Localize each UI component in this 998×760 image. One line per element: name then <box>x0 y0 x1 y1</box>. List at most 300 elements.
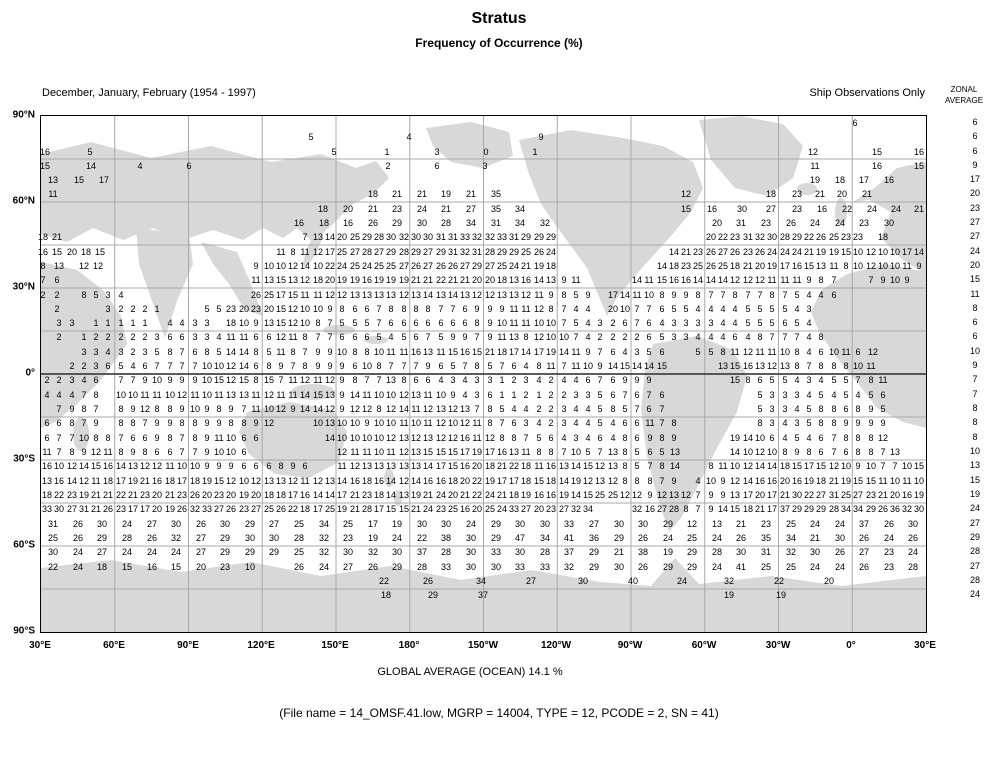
grid-value: 16 <box>422 476 434 486</box>
grid-value: 26 <box>195 519 207 529</box>
grid-value: 11 <box>902 476 912 486</box>
grid-value: 4 <box>806 390 812 400</box>
grid-value: 24 <box>791 247 803 257</box>
grid-value: 17 <box>508 476 520 486</box>
grid-value: 12 <box>459 418 471 428</box>
grid-value: 14 <box>299 261 311 271</box>
grid-value: 12 <box>176 390 188 400</box>
grid-value: 16 <box>545 490 557 500</box>
grid-value: 9 <box>339 375 345 385</box>
grid-value: 6 <box>44 418 50 428</box>
grid-value: 26 <box>410 261 422 271</box>
grid-value: 8 <box>167 347 173 357</box>
grid-value: 16 <box>520 275 532 285</box>
grid-value: 9 <box>425 361 431 371</box>
grid-value: 5 <box>843 390 849 400</box>
grid-value: 3 <box>561 418 567 428</box>
grid-value: 13 <box>324 390 336 400</box>
grid-value: 30 <box>766 232 778 242</box>
grid-value: 21 <box>803 247 815 257</box>
grid-value: 15 <box>170 562 182 572</box>
grid-value: 5 <box>794 318 800 328</box>
grid-value: 11 <box>386 347 396 357</box>
grid-value: 19 <box>471 447 483 457</box>
grid-value: 21 <box>877 490 889 500</box>
grid-value: 10 <box>729 461 741 471</box>
grid-value: 29 <box>471 261 483 271</box>
grid-value: 9 <box>81 447 87 457</box>
grid-value: 3 <box>695 318 701 328</box>
grid-value: 27 <box>459 261 471 271</box>
grid-value: 30 <box>391 547 403 557</box>
grid-value: 8 <box>179 418 185 428</box>
grid-value: 21 <box>680 247 692 257</box>
grid-value: 29 <box>496 247 508 257</box>
grid-value: 26 <box>422 576 434 586</box>
grid-value: 8 <box>315 318 321 328</box>
grid-value: 7 <box>130 375 136 385</box>
grid-value: 20 <box>754 490 766 500</box>
grid-value: 11 <box>810 161 820 171</box>
grid-value: 8 <box>216 404 222 414</box>
grid-value: 10 <box>779 347 791 357</box>
grid-value: 5 <box>93 290 99 300</box>
grid-value: 29 <box>391 562 403 572</box>
grid-value: 24 <box>416 204 428 214</box>
grid-value: 4 <box>708 332 714 342</box>
grid-value: 13 <box>385 375 397 385</box>
longitude-tick-label: 0° <box>846 640 856 651</box>
grid-value: 37 <box>563 547 575 557</box>
grid-value: 3 <box>523 375 529 385</box>
grid-value: 5 <box>745 304 751 314</box>
grid-value: 24 <box>711 562 723 572</box>
grid-value: 8 <box>683 504 689 514</box>
grid-value: 3 <box>585 390 591 400</box>
grid-value: 12 <box>865 247 877 257</box>
grid-value: 20 <box>238 304 250 314</box>
grid-value: 17 <box>287 490 299 500</box>
grid-value: 6 <box>434 161 440 171</box>
grid-value: 16 <box>883 175 895 185</box>
grid-value: 27 <box>250 504 262 514</box>
grid-value: 14 <box>692 275 704 285</box>
grid-value: 12 <box>807 147 819 157</box>
grid-value: 23 <box>238 504 250 514</box>
grid-value: 4 <box>695 304 701 314</box>
grid-value: 8 <box>818 332 824 342</box>
grid-value: 17 <box>336 490 348 500</box>
grid-value: 9 <box>142 375 148 385</box>
longitude-tick-label: 90°W <box>617 640 643 651</box>
grid-value: 9 <box>880 275 886 285</box>
grid-value: 23 <box>66 490 78 500</box>
grid-value: 15 <box>238 375 250 385</box>
grid-value: 13 <box>422 347 434 357</box>
grid-value: 17 <box>803 461 815 471</box>
grid-value: 7 <box>634 318 640 328</box>
grid-value: 22 <box>717 232 729 242</box>
grid-value: 17 <box>373 504 385 514</box>
grid-value: 25 <box>717 261 729 271</box>
grid-value: 30 <box>883 218 895 228</box>
grid-value: 12 <box>484 433 496 443</box>
grid-value: 28 <box>440 547 452 557</box>
grid-value: 1 <box>532 147 538 157</box>
grid-value: 8 <box>228 418 234 428</box>
grid-value: 4 <box>573 304 579 314</box>
grid-value: 3 <box>482 161 488 171</box>
grid-value: 0 <box>483 147 489 157</box>
grid-value: 3 <box>93 347 99 357</box>
grid-value: 13 <box>385 461 397 471</box>
grid-value: 27 <box>195 547 207 557</box>
grid-value: 13 <box>435 404 447 414</box>
file-info-label: (File name = 14_OMSF.41.low, MGRP = 14004, TYPE = 12, PCODE = 2, SN = 41) <box>279 706 719 720</box>
grid-value: 17 <box>742 490 754 500</box>
grid-value: 8 <box>855 404 861 414</box>
grid-value: 15 <box>385 504 397 514</box>
grid-value: 22 <box>378 576 390 586</box>
grid-value: 33 <box>514 562 526 572</box>
grid-value: 2 <box>54 290 60 300</box>
grid-value: 5 <box>573 290 579 300</box>
grid-value: 12 <box>680 189 692 199</box>
grid-value: 12 <box>435 418 447 428</box>
grid-value: 27 <box>465 204 477 214</box>
grid-value: 15 <box>287 290 299 300</box>
grid-value: 11 <box>841 347 851 357</box>
grid-value: 4 <box>708 304 714 314</box>
grid-value: 23 <box>342 533 354 543</box>
grid-value: 5 <box>573 318 579 328</box>
grid-value: 7 <box>868 275 874 285</box>
grid-value: 6 <box>352 361 358 371</box>
grid-value: 12 <box>90 447 102 457</box>
grid-value: 8 <box>69 447 75 457</box>
grid-value: 14 <box>447 290 459 300</box>
grid-value: 12 <box>349 404 361 414</box>
zonal-average-value: 13 <box>969 460 981 470</box>
grid-values-layer <box>37 116 926 632</box>
grid-value: 9 <box>671 290 677 300</box>
grid-value: 7 <box>573 332 579 342</box>
grid-value: 8 <box>843 261 849 271</box>
grid-value: 16 <box>37 247 49 257</box>
grid-value: 5 <box>118 361 124 371</box>
grid-value: 16 <box>459 504 471 514</box>
grid-value: 7 <box>376 375 382 385</box>
grid-value: 5 <box>308 132 314 142</box>
grid-value: 10 <box>852 247 864 257</box>
grid-value: 19 <box>410 490 422 500</box>
grid-value: 8 <box>388 304 394 314</box>
grid-value: 8 <box>548 304 554 314</box>
grid-value: 4 <box>695 332 701 342</box>
grid-value: 6 <box>105 361 111 371</box>
grid-value: 5 <box>339 318 345 328</box>
grid-value: 20 <box>705 232 717 242</box>
grid-value: 8 <box>622 461 628 471</box>
grid-value: 10 <box>225 447 237 457</box>
grid-value: 10 <box>643 290 655 300</box>
grid-value: 12 <box>656 490 668 500</box>
grid-value: 24 <box>883 533 895 543</box>
grid-value: 13 <box>459 290 471 300</box>
grid-value: 10 <box>742 447 754 457</box>
grid-value: 24 <box>72 562 84 572</box>
grid-value: 14 <box>299 390 311 400</box>
grid-value: 23 <box>729 232 741 242</box>
grid-value: 27 <box>373 247 385 257</box>
grid-value: 11 <box>521 304 531 314</box>
grid-value: 26 <box>72 519 84 529</box>
grid-value: 10 <box>373 418 385 428</box>
grid-value: 18 <box>299 504 311 514</box>
grid-value: 8 <box>818 404 824 414</box>
grid-value: 33 <box>41 504 53 514</box>
grid-value: 30 <box>735 547 747 557</box>
grid-value: 20 <box>66 247 78 257</box>
grid-value: 28 <box>361 504 373 514</box>
grid-value: 13 <box>47 175 59 185</box>
grid-value: 16 <box>299 490 311 500</box>
grid-value: 2 <box>142 332 148 342</box>
grid-value: 21 <box>90 504 102 514</box>
grid-value: 2 <box>385 161 391 171</box>
grid-value: 11 <box>214 390 224 400</box>
zonal-average-value: 10 <box>969 346 981 356</box>
grid-value: 9 <box>154 433 160 443</box>
grid-value: 14 <box>324 490 336 500</box>
grid-value: 11 <box>829 261 839 271</box>
grid-value: 4 <box>388 332 394 342</box>
grid-value: 3 <box>56 318 62 328</box>
grid-value: 13 <box>263 275 275 285</box>
grid-value: 27 <box>268 519 280 529</box>
grid-value: 25 <box>692 261 704 271</box>
grid-value: 16 <box>668 275 680 285</box>
grid-value: 11 <box>42 447 52 457</box>
zonal-average-value: 11 <box>970 289 980 299</box>
grid-value: 21 <box>742 261 754 271</box>
grid-value: 12 <box>225 361 237 371</box>
grid-value: 8 <box>536 447 542 457</box>
grid-value: 8 <box>511 433 517 443</box>
grid-value: 2 <box>130 347 136 357</box>
grid-value: 31 <box>508 232 520 242</box>
grid-value: 23 <box>865 490 877 500</box>
grid-value: 10 <box>435 390 447 400</box>
zonal-average-value: 20 <box>969 260 981 270</box>
grid-value: 19 <box>729 433 741 443</box>
grid-value: 10 <box>385 418 397 428</box>
grid-value: 10 <box>53 461 65 471</box>
grid-value: 5 <box>794 433 800 443</box>
grid-value: 4 <box>782 433 788 443</box>
grid-value: 31 <box>828 490 840 500</box>
grid-value: 21 <box>51 232 63 242</box>
grid-value: 24 <box>662 533 674 543</box>
zonal-average-value: 6 <box>972 131 978 141</box>
grid-value: 6 <box>646 404 652 414</box>
grid-value: 25 <box>447 504 459 514</box>
grid-value: 5 <box>671 304 677 314</box>
grid-value: 20 <box>471 461 483 471</box>
grid-value: 15 <box>312 390 324 400</box>
grid-value: 4 <box>855 390 861 400</box>
grid-value: 10 <box>312 261 324 271</box>
grid-value: 4 <box>523 361 529 371</box>
grid-value: 28 <box>416 562 428 572</box>
grid-value: 29 <box>219 533 231 543</box>
grid-value: 12 <box>225 476 237 486</box>
grid-value: 30 <box>736 204 748 214</box>
grid-value: 21 <box>391 189 403 199</box>
grid-value: 6 <box>634 433 640 443</box>
grid-value: 11 <box>313 375 323 385</box>
grid-value: 17 <box>176 476 188 486</box>
grid-value: 19 <box>398 275 410 285</box>
grid-value: 13 <box>361 290 373 300</box>
grid-value: 4 <box>732 304 738 314</box>
grid-value: 10 <box>877 247 889 257</box>
grid-value: 8 <box>364 347 370 357</box>
grid-value: 5 <box>843 375 849 385</box>
grid-value: 13 <box>53 261 65 271</box>
grid-value: 17 <box>275 290 287 300</box>
grid-value: 22 <box>841 204 853 214</box>
grid-value: 16 <box>871 161 883 171</box>
grid-value: 33 <box>201 504 213 514</box>
grid-value: 18 <box>380 590 392 600</box>
grid-value: 13 <box>275 476 287 486</box>
grid-value: 33 <box>440 562 452 572</box>
grid-value: 11 <box>91 476 101 486</box>
grid-value: 11 <box>48 189 58 199</box>
grid-value: 19 <box>373 275 385 285</box>
grid-value: 14 <box>312 404 324 414</box>
grid-value: 12 <box>742 275 754 285</box>
grid-value: 11 <box>362 390 372 400</box>
grid-value: 6 <box>585 375 591 385</box>
grid-value: 12 <box>680 490 692 500</box>
grid-value: 8 <box>118 447 124 457</box>
grid-value: 10 <box>164 390 176 400</box>
grid-value: 18 <box>496 275 508 285</box>
grid-value: 30 <box>342 547 354 557</box>
grid-value: 6 <box>413 332 419 342</box>
grid-value: 16 <box>545 461 557 471</box>
grid-value: 33 <box>459 232 471 242</box>
grid-value: 10 <box>619 304 631 314</box>
grid-value: 5 <box>364 318 370 328</box>
zonal-average-value: 8 <box>972 417 978 427</box>
grid-value: 2 <box>105 332 111 342</box>
grid-value: 8 <box>105 433 111 443</box>
grid-value: 3 <box>769 404 775 414</box>
grid-value: 15 <box>51 247 63 257</box>
grid-value: 5 <box>597 404 603 414</box>
grid-value: 3 <box>782 390 788 400</box>
grid-value: 10 <box>410 418 422 428</box>
grid-value: 3 <box>118 347 124 357</box>
grid-value: 16 <box>791 476 803 486</box>
grid-value: 11 <box>288 332 298 342</box>
grid-value: 3 <box>671 318 677 328</box>
grid-value: 30 <box>465 562 477 572</box>
grid-value: 9 <box>855 461 861 471</box>
grid-value: 9 <box>253 418 259 428</box>
grid-value: 1 <box>81 332 87 342</box>
grid-value: 7 <box>782 332 788 342</box>
grid-value: 5 <box>450 361 456 371</box>
grid-value: 8 <box>868 375 874 385</box>
grid-value: 11 <box>337 461 347 471</box>
grid-value: 29 <box>803 504 815 514</box>
grid-value: 6 <box>659 304 665 314</box>
grid-value: 3 <box>105 304 111 314</box>
grid-value: 24 <box>508 261 520 271</box>
grid-value: 26 <box>907 533 919 543</box>
grid-value: 19 <box>440 189 452 199</box>
grid-value: 21 <box>828 476 840 486</box>
grid-value: 10 <box>889 247 901 257</box>
grid-value: 3 <box>192 318 198 328</box>
grid-value: 8 <box>474 318 480 328</box>
grid-value: 8 <box>376 361 382 371</box>
grid-value: 7 <box>401 361 407 371</box>
grid-value: 7 <box>192 361 198 371</box>
grid-value: 12 <box>92 261 104 271</box>
zonal-average-value: 6 <box>972 146 978 156</box>
grid-value: 4 <box>585 418 591 428</box>
grid-value: 6 <box>852 118 858 128</box>
grid-value: 7 <box>561 447 567 457</box>
grid-value: 4 <box>585 433 591 443</box>
grid-value: 17 <box>324 247 336 257</box>
grid-value: 20 <box>151 490 163 500</box>
grid-value: 3 <box>573 390 579 400</box>
grid-value: 21 <box>422 490 434 500</box>
grid-value: 12 <box>729 275 741 285</box>
grid-value: 6 <box>179 332 185 342</box>
grid-value: 4 <box>438 375 444 385</box>
grid-value: 8 <box>757 418 763 428</box>
grid-value: 2 <box>548 390 554 400</box>
grid-value: 14 <box>607 361 619 371</box>
grid-value: 4 <box>806 347 812 357</box>
grid-value: 3 <box>597 318 603 328</box>
grid-value: 21 <box>496 461 508 471</box>
grid-value: 20 <box>471 275 483 285</box>
grid-value: 18 <box>361 476 373 486</box>
grid-value: 12 <box>742 461 754 471</box>
grid-value: 10 <box>889 261 901 271</box>
grid-value: 20 <box>484 275 496 285</box>
grid-value: 28 <box>440 218 452 228</box>
grid-value: 25 <box>293 519 305 529</box>
grid-value: 13 <box>435 290 447 300</box>
grid-value: 6 <box>388 318 394 328</box>
grid-value: 6 <box>659 347 665 357</box>
grid-value: 7 <box>659 476 665 486</box>
grid-value: 9 <box>548 290 554 300</box>
grid-value: 1 <box>154 304 160 314</box>
grid-value: 13 <box>508 332 520 342</box>
grid-value: 9 <box>708 504 714 514</box>
grid-value: 16 <box>349 476 361 486</box>
